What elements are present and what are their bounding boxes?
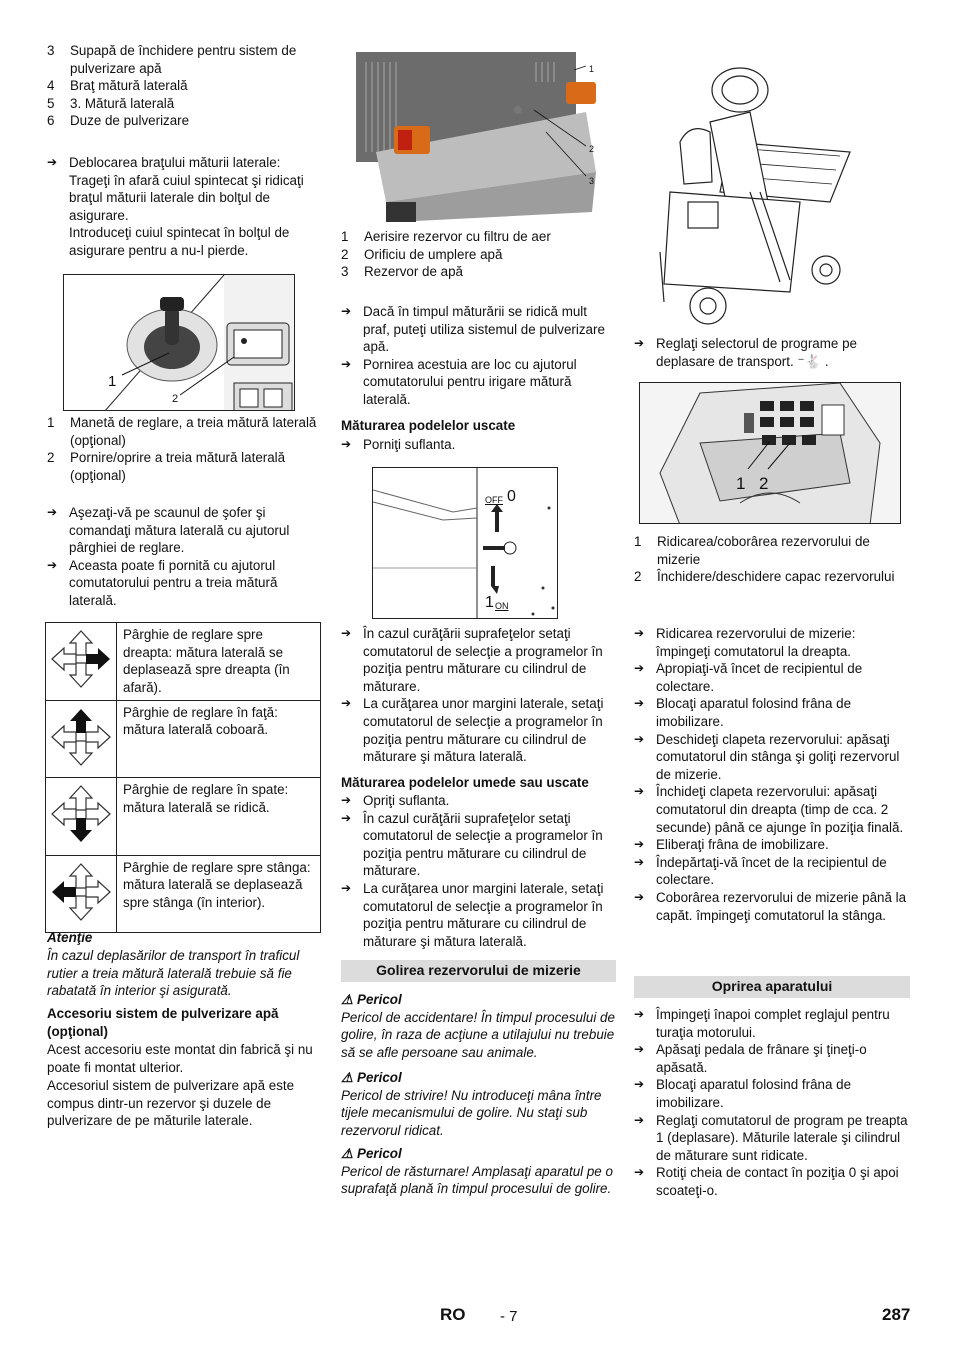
accessory-title: Accesoriu sistem de pulverizare apă (opţional) [47,1006,279,1039]
arrow-icon: ➔ [634,1165,645,1180]
list-item: ➔ Împingeţi înapoi complet reglajul pentru turaţia motorului. [634,1007,890,1040]
lever-back-icon [46,778,117,856]
arrow-icon: ➔ [341,304,352,318]
figure-label: 3 [589,176,595,186]
lever-right-icon [46,623,117,701]
table-cell: Pârghie de reglare în faţă: mătura laterală coboară. [117,700,321,778]
list-item: 2 Închidere/deschidere capac rezervorului [634,569,895,585]
switch-one-label: 1 [485,594,494,611]
footer-local-page: - 7 [500,1308,518,1325]
joystick-illustration [64,275,295,411]
control-panel-illustration [640,383,901,524]
figure-label: 1 [736,474,746,493]
arrow-icon: ➔ [634,1042,645,1057]
danger-block-2: ⚠ Pericol Pericol de strivire! Nu introduceţi mâna între tijele mecanismului de golire. Nu staţi sub rezervorul ridicat. [341,1070,602,1138]
table-cell: Pârghie de reglare spre dreapta: mătura laterală se deplasează spre dreapta (în afară). [117,623,321,701]
footer-language: RO [440,1305,466,1324]
figure-legend [341,228,616,281]
list-item: ➔ Opriţi suflanta. [341,793,450,808]
list-item: 5 3. Mătură laterală [47,95,175,111]
dry-title: Măturarea podelelor uscate [341,418,516,433]
danger-block-3: ⚠ Pericol Pericol de răsturnare! Amplasaţi aparatul pe o suprafaţă plană în timpul procesului de golire. [341,1146,613,1197]
warning-icon: ⚠ [341,1146,354,1161]
figure-legend [634,533,910,586]
table-cell: Pârghie de reglare în spate: mătura laterală se ridică. [117,778,321,856]
list-item: ➔ Închideţi clapeta rezervorului: apăsaţi comutatorul din dreapta (timp de cca. 2 secunde) până ce ajunge în poziţia finală. [634,784,904,835]
list-item: ➔ Reglaţi comutatorul de program pe treapta 1 (deplasare). Măturile laterale şi cilindrul de măturare sunt ridicate. [634,1112,908,1163]
list-item: 3 Supapă de închidere pentru sistem de pulverizare apă [47,43,297,76]
arrow-icon: ➔ [341,880,352,895]
step-transport: ➔ Reglaţi selectorul de programe pe deplasare de transport. ⁻🐇 . [634,336,857,369]
wet-title: Măturarea podelelor umede sau uscate [341,775,589,790]
switch-zero-label: 0 [507,488,516,505]
figure-label: 1 [108,373,117,390]
footer-page-number: 287 [882,1305,911,1324]
lever-forward-icon [46,700,117,778]
table-row [46,700,321,778]
steps-stop [634,1006,910,1200]
warning-icon: ⚠ [341,1070,354,1085]
list-item: ➔ La curăţarea unor margini laterale, setaţi comutatorul de selecţie a programelor în poziţia pentru măturare cu cilindrul de măturare şi mătura laterală. [341,696,604,765]
table-row [46,855,321,933]
arrow-icon: ➔ [634,661,645,676]
list-item: 6 Duze de pulverizare [47,113,190,129]
arrow-icon: ➔ [341,626,352,640]
warning-icon: ⚠ [341,992,354,1007]
list-item: ➔ Rotiţi cheia de contact în poziţia 0 şi apoi scoateţi-o. [634,1165,899,1198]
arrow-icon: ➔ [634,854,645,869]
arrow-icon: ➔ [634,1077,645,1092]
danger-block-1: ⚠ Pericol Pericol de accidentare! În timpul procesului de golire, în raza de acţiune a utilajului nu trebuie să se afle persoane sau animale. [341,992,615,1060]
list-item: 1 Manetă de reglare, a treia mătură laterală (opţional) [47,415,317,448]
steps-list [47,504,321,610]
steps-b [341,625,616,766]
arrow-icon: ➔ [47,155,58,169]
attention-text: În cazul deplasărilor de transport în traficul rutier a treia mătură laterală trebuie să fie rabatată în interior şi asigurată. [47,948,300,999]
list-item: ➔ Ridicarea rezervorului de mizerie: împingeţi comutatorul la dreapta. [634,626,856,659]
arrow-icon: ➔ [634,889,645,904]
list-item: ➔ Eliberaţi frâna de imobilizare. [634,837,829,853]
blower-switch-illustration [373,468,558,619]
arrow-icon: ➔ [341,356,352,371]
attention-title: Atenţie [47,930,93,945]
arrow-icon: ➔ [47,505,58,519]
list-item: 2 Orificiu de umplere apă [341,246,503,262]
table-cell: Pârghie de reglare spre stânga: mătura laterală se deplasează spre stânga (în interior). [117,855,321,933]
list-item: ➔ Îndepărtaţi-vă încet de la recipientul de colectare. [634,854,887,888]
steps-c [341,792,616,950]
accessory-p1: Acest accesoriu este montat din fabrică şi nu poate fi montat ulterior. [47,1042,313,1075]
list-item: ➔ La curăţarea unor margini laterale, setaţi comutatorul de selecţie a programelor în poziţia pentru măturare cu cilindrul de măturare şi mătura laterală. [341,880,604,949]
arrow-icon: ➔ [634,1007,645,1021]
list-item: ➔ Blocaţi aparatul folosind frâna de imobilizare. [634,696,852,729]
list-item: 1 Aerisire rezervor cu filtru de aer [341,229,551,244]
accessory-p2: Accesoriul sistem de pulverizare apă este compus dintr-un rezervor şi duzele de pulverizare de pe măturile laterale. [47,1078,295,1129]
switch-off-label: OFF [485,495,503,505]
list-item: ➔ Aceasta poate fi pornită cu ajutorul comutatorului pentru a treia mătură laterală. [47,557,278,608]
list-item: ➔ Deschideţi clapeta rezervorului: apăsaţi comutatorul din stânga şi goliţi rezervorul de mizerie. [634,731,900,782]
list-item: ➔ Pornirea acestuia are loc cu ajutorul comutatorului pentru irigare mătură laterală. [341,356,577,407]
section-heading-emptying: Golirea rezervorului de mizerie [341,960,616,982]
figure-label: 2 [759,474,769,493]
table-row [46,778,321,856]
section-heading-stop: Oprirea aparatului [634,976,910,998]
step-unlock: ➔ Deblocarea braţului măturii laterale: Trageţi în afară cuiul spintecat şi ridicaţi braţul măturii laterale din bolţul de asigurare. Introduceţi cuiul spintecat în bolţul de asigurare pentru a nu-l pierde. [47,155,304,258]
arrow-icon: ➔ [634,696,645,711]
steps-emptying [634,625,910,924]
list-item: 3 Rezervor de apă [341,264,463,280]
list-item: 2 Pornire/oprire a treia mătură laterală (opţional) [47,450,286,483]
list-item: ➔ Blocaţi aparatul folosind frâna de imobilizare. [634,1077,852,1110]
lever-left-icon [46,855,117,933]
arrow-icon: ➔ [341,810,352,825]
list-item: ➔ În cazul curăţării suprafeţelor setaţi comutatorul de selecţie a programelor în poziţia pentru măturare cu cilindrul de măturare. [341,626,603,694]
list-item: ➔ Apăsaţi pedala de frânare şi ţineţi-o apăsată. [634,1042,867,1075]
arrow-icon: ➔ [634,1112,645,1127]
table-row [46,623,321,701]
lever-table [45,622,321,933]
list-item: ➔ Coborârea rezervorului de mizerie până la capăt. împingeţi comutatorul la stânga. [634,889,907,923]
arrow-icon: ➔ [634,837,645,852]
arrow-icon: ➔ [634,731,645,746]
parts-list-top [47,42,321,130]
list-item: ➔ Dacă în timpul măturării se ridică mult praf, puteţi utiliza sistemul de pulverizare apă. [341,304,605,355]
sweeper-machine-drawing [650,52,868,328]
figure-label: 1 [589,64,595,74]
arrow-icon: ➔ [341,437,352,451]
arrow-icon: ➔ [47,557,58,572]
water-tank-photo [356,52,600,224]
list-item: ➔ În cazul curăţării suprafeţelor setaţi comutatorul de selecţie a programelor în poziţia pentru măturare cu cilindrul de măturare. [341,810,603,879]
arrow-icon: ➔ [341,793,352,807]
list-item: ➔ Aşezaţi-vă pe scaunul de şofer şi comandaţi mătura laterală cu ajutorul pârghiei de reglare. [47,505,290,556]
blower-switch-figure [372,467,558,619]
arrow-icon: ➔ [634,336,645,350]
transport-mode-icon: ⁻🐇 [797,353,822,369]
arrow-icon: ➔ [634,784,645,799]
control-panel-figure [639,382,901,524]
figure-legend [47,414,321,484]
figure-label: 2 [589,144,595,154]
list-item: ➔ Apropiaţi-vă încet de recipientul de colectare. [634,661,863,694]
list-item: 4 Braţ mătură laterală [47,78,188,94]
dry-step: ➔ Porniţi suflanta. [341,437,456,452]
switch-on-label: ON [495,601,509,611]
figure-label: 2 [172,393,179,405]
steps-a [341,303,616,409]
arrow-icon: ➔ [634,626,645,640]
joystick-figure [63,274,295,411]
arrow-icon: ➔ [341,696,352,711]
list-item: 1 Ridicarea/coborârea rezervorului de mizerie [634,534,870,567]
